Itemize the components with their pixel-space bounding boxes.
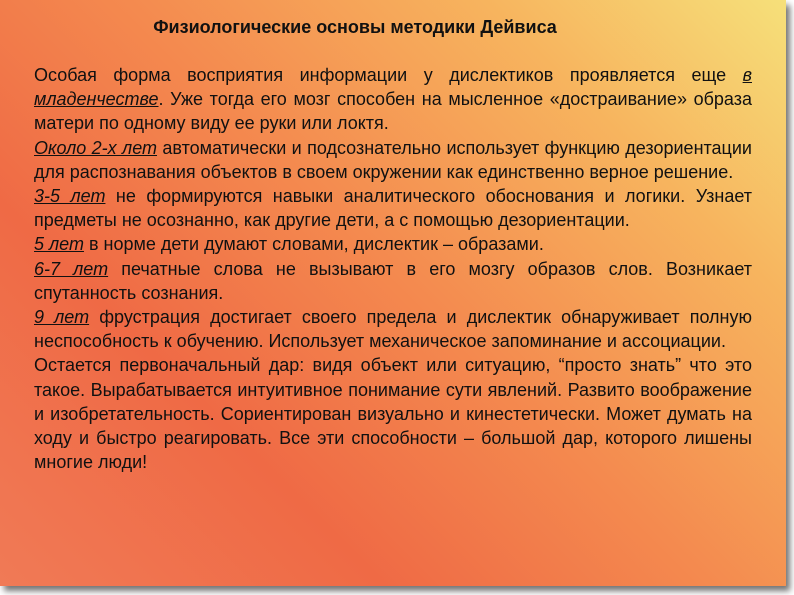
age-highlight: в младенчестве: [34, 65, 752, 110]
paragraph-text: не формируются навыки аналитического обоснования и логики. Узнает предметы не осознанно, как другие дети, а с помощью дезориентации.: [34, 186, 752, 231]
paragraph-text: фрустрация достигает своего предела и дислектик обнаруживает полную неспособность к обучению. Использует механическое запоминание и ассоциации.: [34, 307, 752, 352]
paragraph-gift: [34, 353, 752, 474]
age-highlight: Около 2-х лет: [34, 137, 158, 158]
paragraph-text: печатные слова не вызывают в его мозгу образов слов. Возникает спутанность сознания.: [34, 258, 752, 303]
paragraph-text: в норме дети думают словами, дислектик – образами.: [83, 234, 544, 255]
paragraph-age-3-5: [34, 184, 752, 232]
paragraph-age-2: [34, 136, 752, 184]
paragraph-text: Особая форма восприятия информации у дислектиков проявляется еще: [34, 65, 743, 85]
paragraph-text: автоматически и подсознательно использует функцию дезориентации для распознавания объектов в своем окружении как единственно верное решение.: [34, 137, 752, 182]
age-highlight: 6-7 лет: [34, 258, 109, 279]
age-highlight: 9 лет: [34, 307, 90, 328]
paragraph-infancy: [34, 63, 752, 136]
age-highlight: 5 лет: [34, 234, 84, 255]
paragraph-age-6-7: [34, 257, 752, 305]
age-highlight: 3-5 лет: [34, 186, 106, 207]
slide-body: [34, 63, 752, 474]
paragraph-age-9: [34, 305, 752, 353]
paragraph-age-5: [34, 232, 752, 256]
paragraph-text: Остается первоначальный дар: видя объект или ситуацию, “просто знать” что это такое. Вырабатывается интуитивное понимание сути явлений. Развито воображение и изобретательность. Сориентирован визуально и кинестетически. Может думать на ходу и быстро реагировать. Все эти способности – большой дар, которого лишены многие люди!: [34, 355, 752, 473]
paragraph-text: . Уже тогда его мозг способен на мысленное «достраивание» образа матери по одному виду ее руки или локтя.: [34, 89, 752, 134]
slide-title: Физиологические основы методики Дейвиса: [153, 17, 557, 37]
